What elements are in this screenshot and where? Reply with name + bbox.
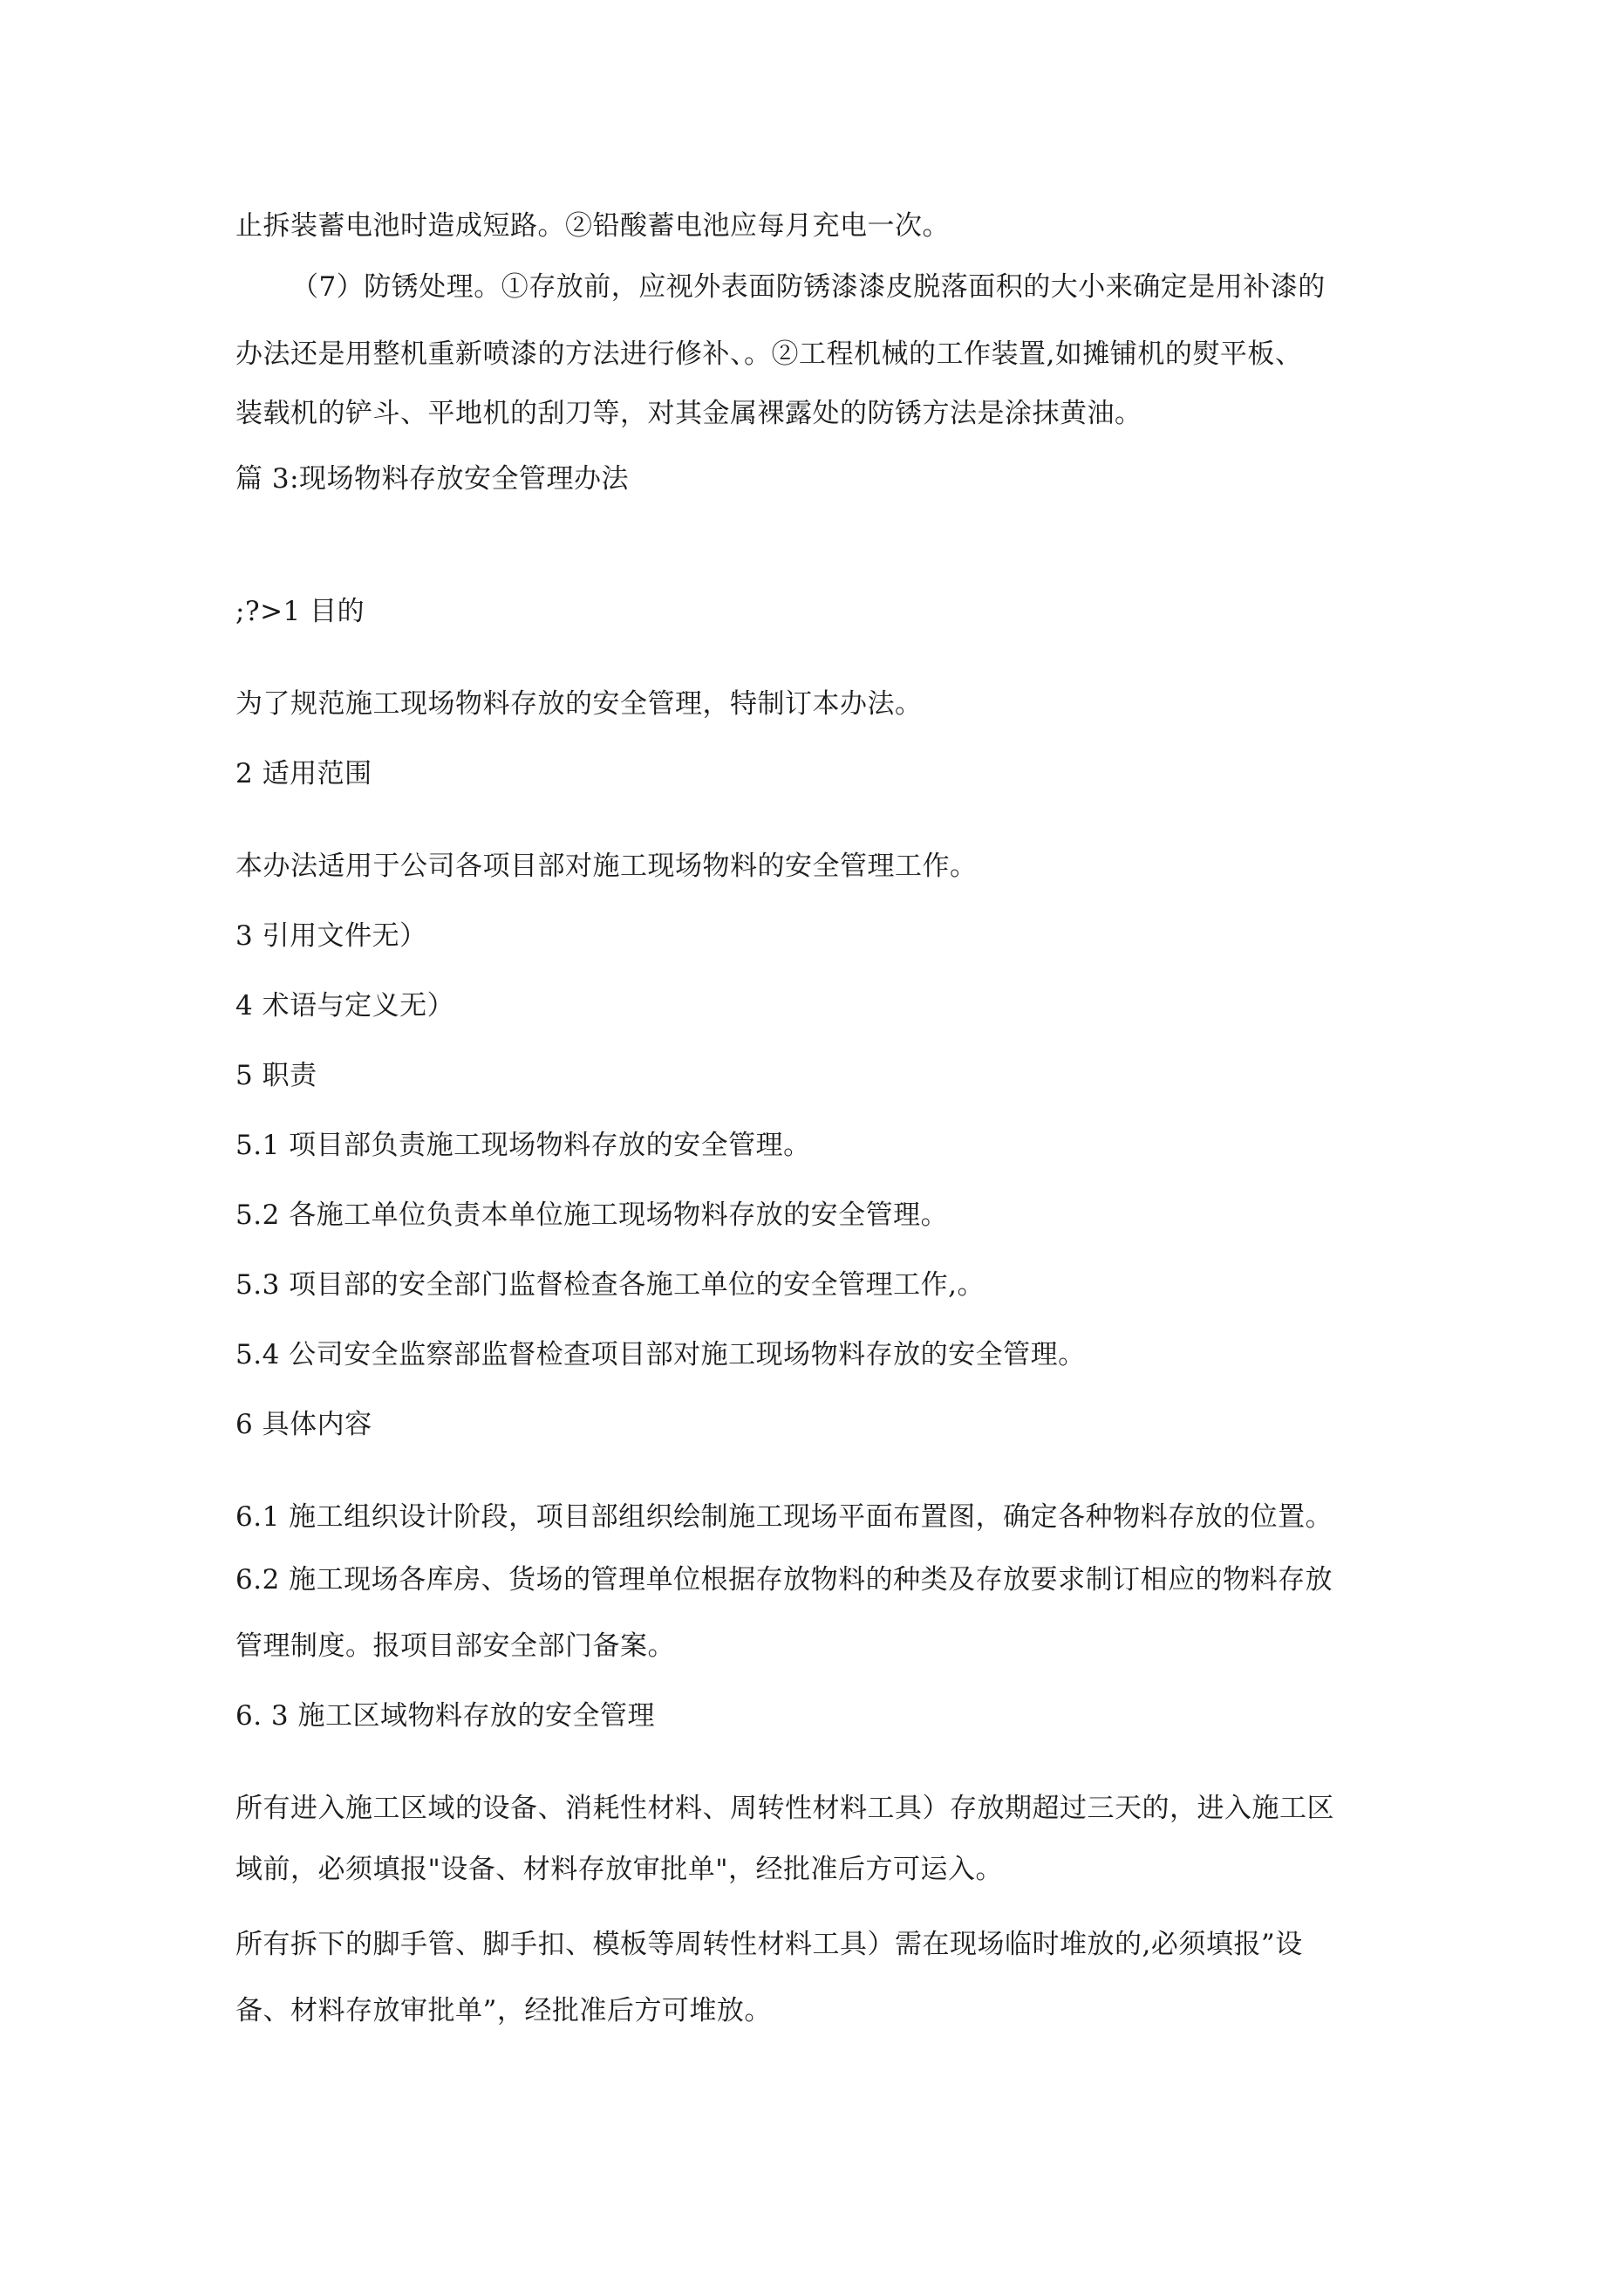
text-line: 6.2 施工现场各库房、货场的管理单位根据存放物料的种类及存放要求制订相应的物料存放 (235, 1564, 1333, 1596)
text-line: 本办法适用于公司各项目部对施工现场物料的安全管理工作。 (235, 851, 978, 882)
text-line: 管理制度。报项目部安全部门备案。 (235, 1630, 675, 1662)
heading-content: 6 具体内容 (235, 1409, 372, 1440)
text-line: 5.1 项目部负责施工现场物料存放的安全管理。 (235, 1130, 811, 1161)
text-line: 所有进入施工区域的设备、消耗性材料、周转性材料工具）存放期超过三天的，进入施工区 (235, 1793, 1334, 1824)
text-line: 办法还是用整机重新喷漆的方法进行修补、。②工程机械的工作装置,如摊铺机的熨平板、 (235, 338, 1303, 370)
section-heading: 篇 3:现场物料存放安全管理办法 (235, 463, 630, 495)
text-line: 5.4 公司安全监察部监督检查项目部对施工现场物料存放的安全管理。 (235, 1339, 1086, 1370)
heading-references: 3 引用文件无） (235, 920, 427, 952)
text-line: 止拆装蓄电池时造成短路。②铅酸蓄电池应每月充电一次。 (235, 210, 950, 242)
text-line: 5.2 各施工单位负责本单位施工现场物料存放的安全管理。 (235, 1199, 949, 1231)
heading-scope: 2 适用范围 (235, 758, 372, 789)
heading-area-storage: 6. 3 施工区域物料存放的安全管理 (235, 1700, 656, 1732)
text-line: 备、材料存放审批单”，经批准后方可堆放。 (235, 1995, 772, 2026)
heading-terms: 4 术语与定义无） (235, 990, 455, 1022)
heading-purpose: ;?>1 目的 (235, 596, 365, 627)
text-line: 为了规范施工现场物料存放的安全管理，特制订本办法。 (235, 688, 923, 720)
text-line: 5.3 项目部的安全部门监督检查各施工单位的安全管理工作,。 (235, 1269, 985, 1301)
text-line: 域前，必须填报"设备、材料存放审批单"，经批准后方可运入。 (235, 1854, 1004, 1885)
text-line: （7）防锈处理。①存放前，应视外表面防锈漆漆皮脱落面积的大小来确定是用补漆的 (291, 271, 1326, 303)
heading-duties: 5 职责 (235, 1060, 317, 1091)
text-line: 所有拆下的脚手管、脚手扣、模板等周转性材料工具）需在现场临时堆放的,必须填报”设 (235, 1929, 1303, 1960)
text-line: 装载机的铲斗、平地机的刮刀等，对其金属裸露处的防锈方法是涂抹黄油。 (235, 398, 1142, 429)
text-line: 6.1 施工组织设计阶段，项目部组织绘制施工现场平面布置图，确定各种物料存放的位置。 (235, 1501, 1333, 1533)
